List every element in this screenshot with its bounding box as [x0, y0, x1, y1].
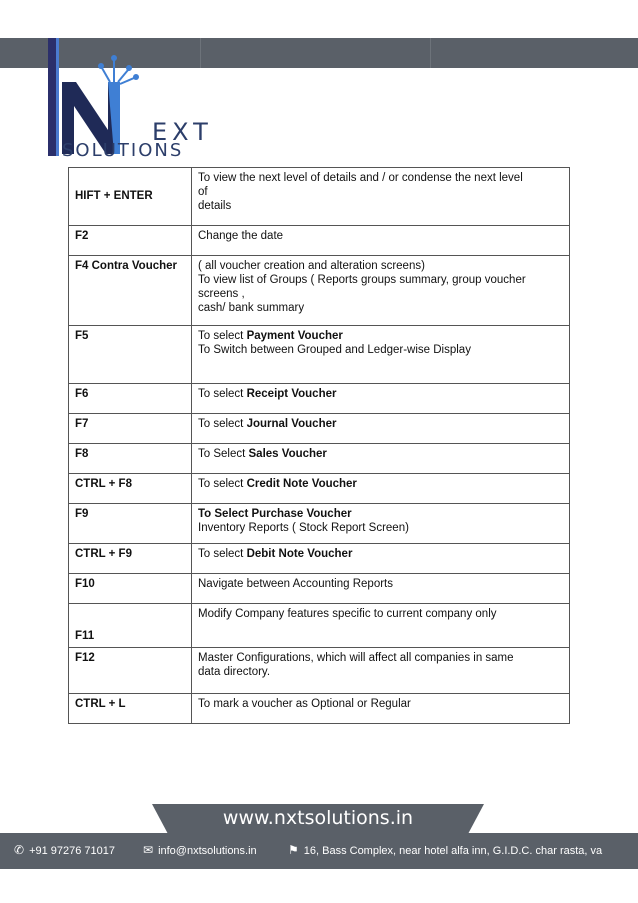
description-text: of [198, 186, 208, 198]
description-text: Change the date [198, 230, 284, 242]
description-text: To Switch between Grouped and Ledger-wise Display [198, 344, 471, 356]
shortcut-table [68, 167, 570, 724]
description-line [198, 521, 563, 535]
shortcut-description [192, 544, 570, 574]
shortcut-key: F8 [69, 444, 192, 474]
shortcut-description [192, 256, 570, 326]
description-text: Master Configurations, which will affect all companies in same [198, 652, 514, 664]
voucher-name: Sales Voucher [248, 448, 327, 460]
shortcut-key: F11 [69, 604, 192, 648]
description-text: screens , [198, 288, 245, 300]
description-line [198, 651, 563, 665]
shortcut-key: F12 [69, 648, 192, 694]
voucher-name: To Select Purchase Voucher [198, 508, 352, 520]
table-row [69, 474, 570, 504]
description-text: Navigate between Accounting Reports [198, 578, 393, 590]
email-text: info@nxtsolutions.in [158, 845, 257, 857]
voucher-name: Credit Note Voucher [246, 478, 357, 490]
shortcut-description [192, 384, 570, 414]
shortcut-description [192, 226, 570, 256]
description-line [198, 199, 563, 213]
footer-phone[interactable] [14, 843, 115, 857]
table-row [69, 168, 570, 226]
description-line [198, 329, 563, 343]
description-text: ( all voucher creation and alteration screens) [198, 260, 425, 272]
description-line [198, 507, 563, 521]
footer-address [288, 843, 602, 857]
table-row [69, 574, 570, 604]
shortcut-key: F6 [69, 384, 192, 414]
website-tab [152, 804, 484, 834]
description-line [198, 273, 563, 287]
shortcut-key: F2 [69, 226, 192, 256]
table-row [69, 226, 570, 256]
table-row [69, 504, 570, 544]
address-text: 16, Bass Complex, near hotel alfa inn, G.I.D.C. char rasta, va [303, 845, 603, 857]
mail-icon: ✉ [143, 843, 154, 857]
description-text: Inventory Reports ( Stock Report Screen) [198, 522, 409, 534]
phone-text: +91 97276 71017 [29, 845, 116, 857]
shortcut-description [192, 168, 570, 226]
voucher-name: Receipt Voucher [246, 388, 337, 400]
shortcut-key: CTRL + L [69, 694, 192, 724]
table-row [69, 444, 570, 474]
table-row [69, 384, 570, 414]
description-text: To select [198, 418, 247, 430]
shortcut-description [192, 694, 570, 724]
table-row [69, 326, 570, 384]
table-row [69, 648, 570, 694]
description-line [198, 387, 563, 401]
table-row [69, 694, 570, 724]
header-divider [200, 38, 201, 68]
website-link[interactable]: www.nxtsolutions.in [222, 807, 414, 829]
description-text: To view list of Groups ( Reports groups summary, group voucher [198, 274, 526, 286]
description-line [198, 447, 563, 461]
description-text: To select [198, 330, 247, 342]
table-row [69, 256, 570, 326]
description-text: Modify Company features specific to current company only [198, 608, 497, 620]
shortcut-key: F9 [69, 504, 192, 544]
description-text: To select [198, 548, 247, 560]
description-text: To select [198, 388, 247, 400]
logo-ext-text: EXT [152, 118, 213, 146]
description-text: To view the next level of details and / or condense the next level [198, 172, 523, 184]
shortcut-key: CTRL + F9 [69, 544, 192, 574]
description-line [198, 697, 563, 711]
shortcut-description [192, 474, 570, 504]
table-row [69, 544, 570, 574]
description-text: To Select [198, 448, 249, 460]
shortcut-key: F7 [69, 414, 192, 444]
description-line [198, 185, 563, 199]
description-line [198, 665, 563, 679]
footer-email[interactable] [143, 843, 257, 857]
shortcut-key: F4 Contra Voucher [69, 256, 192, 326]
company-logo [48, 38, 213, 161]
description-line [198, 343, 563, 357]
description-line [198, 577, 563, 591]
description-text: data directory. [198, 666, 271, 678]
description-text: cash/ bank summary [198, 302, 305, 314]
shortcut-description [192, 648, 570, 694]
shortcut-description [192, 504, 570, 544]
footer-bar [0, 833, 638, 869]
shortcut-key: CTRL + F8 [69, 474, 192, 504]
header-divider [430, 38, 431, 68]
logo-solutions-text: SOLUTIONS [62, 140, 184, 161]
description-text: To select [198, 478, 247, 490]
description-line [198, 417, 563, 431]
description-line [198, 607, 563, 621]
location-icon: ⚑ [288, 843, 299, 857]
shortcut-description [192, 326, 570, 384]
description-text: details [198, 200, 232, 212]
shortcut-table-body [69, 168, 570, 724]
shortcut-key: F5 [69, 326, 192, 384]
description-line [198, 287, 563, 301]
description-line [198, 477, 563, 491]
voucher-name: Payment Voucher [246, 330, 343, 342]
description-line [198, 259, 563, 273]
table-row [69, 414, 570, 444]
table-row [69, 604, 570, 648]
phone-icon: ✆ [14, 843, 25, 857]
description-line [198, 301, 563, 315]
voucher-name: Journal Voucher [246, 418, 337, 430]
description-line [198, 547, 563, 561]
description-line [198, 171, 563, 185]
shortcut-description [192, 444, 570, 474]
description-text: To mark a voucher as Optional or Regular [198, 698, 411, 710]
shortcut-description [192, 574, 570, 604]
shortcut-key: F10 [69, 574, 192, 604]
description-line [198, 229, 563, 243]
shortcut-description [192, 414, 570, 444]
shortcut-key: HIFT + ENTER [69, 168, 192, 226]
shortcut-description [192, 604, 570, 648]
voucher-name: Debit Note Voucher [246, 548, 353, 560]
